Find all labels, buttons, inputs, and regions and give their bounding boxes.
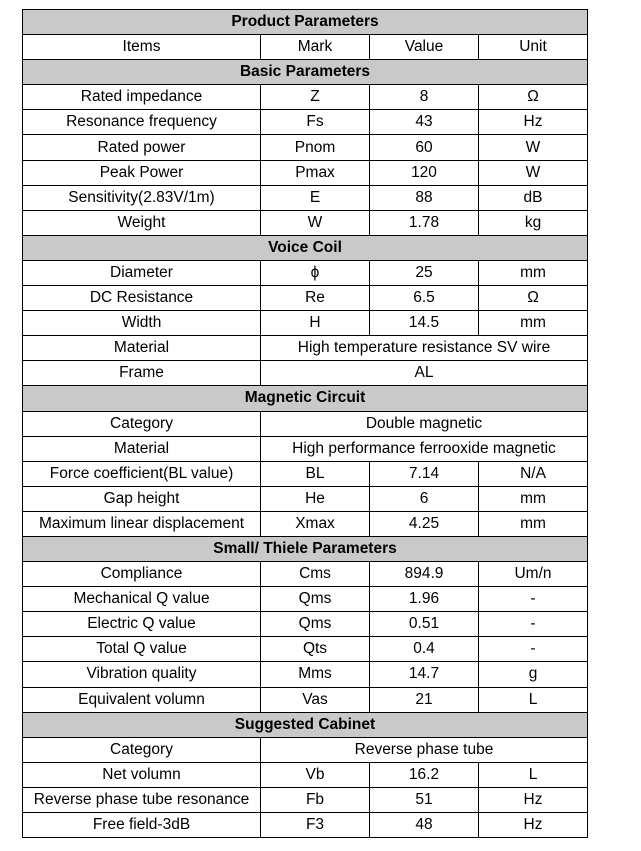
cell-item: Weight bbox=[23, 210, 261, 235]
cell-value: 0.4 bbox=[370, 637, 479, 662]
cell-item: Material bbox=[23, 336, 261, 361]
cell-mark: BL bbox=[261, 461, 370, 486]
cell-unit: - bbox=[479, 612, 588, 637]
table-row bbox=[23, 562, 588, 587]
section-title: Small/ Thiele Parameters bbox=[23, 536, 588, 561]
table-row bbox=[23, 662, 588, 687]
table-row bbox=[23, 486, 588, 511]
table-row bbox=[23, 787, 588, 812]
cell-item: Net volumn bbox=[23, 762, 261, 787]
cell-unit: Ω bbox=[479, 286, 588, 311]
cell-merged-value: Reverse phase tube bbox=[261, 737, 588, 762]
cell-mark: Vas bbox=[261, 687, 370, 712]
cell-mark: Xmax bbox=[261, 511, 370, 536]
cell-unit: W bbox=[479, 135, 588, 160]
cell-merged-value: High temperature resistance SV wire bbox=[261, 336, 588, 361]
table-row bbox=[23, 637, 588, 662]
table-row bbox=[23, 210, 588, 235]
cell-unit: Um/n bbox=[479, 562, 588, 587]
cell-item: Gap height bbox=[23, 486, 261, 511]
cell-unit: L bbox=[479, 687, 588, 712]
header-value: Value bbox=[370, 35, 479, 60]
cell-unit: kg bbox=[479, 210, 588, 235]
cell-value: 0.51 bbox=[370, 612, 479, 637]
table-title: Product Parameters bbox=[23, 10, 588, 35]
cell-unit: dB bbox=[479, 185, 588, 210]
table-row bbox=[23, 411, 588, 436]
table-header-row bbox=[23, 35, 588, 60]
cell-mark: Qms bbox=[261, 612, 370, 637]
table-row bbox=[23, 361, 588, 386]
parameters-table bbox=[22, 9, 588, 838]
cell-item: Rated power bbox=[23, 135, 261, 160]
cell-value: 7.14 bbox=[370, 461, 479, 486]
cell-value: 43 bbox=[370, 110, 479, 135]
table-row bbox=[23, 185, 588, 210]
cell-value: 4.25 bbox=[370, 511, 479, 536]
cell-mark: W bbox=[261, 210, 370, 235]
cell-mark: Re bbox=[261, 286, 370, 311]
cell-value: 120 bbox=[370, 160, 479, 185]
cell-unit: Hz bbox=[479, 787, 588, 812]
cell-mark: Pnom bbox=[261, 135, 370, 160]
cell-item: Vibration quality bbox=[23, 662, 261, 687]
cell-item: Free field-3dB bbox=[23, 813, 261, 838]
table-row bbox=[23, 587, 588, 612]
cell-value: 1.96 bbox=[370, 587, 479, 612]
cell-item: Mechanical Q value bbox=[23, 587, 261, 612]
section-header-magnetic-circuit bbox=[23, 386, 588, 411]
cell-mark: E bbox=[261, 185, 370, 210]
parameters-table-body bbox=[23, 10, 588, 838]
cell-unit: mm bbox=[479, 486, 588, 511]
cell-merged-value: AL bbox=[261, 361, 588, 386]
cell-unit: W bbox=[479, 160, 588, 185]
cell-mark: ϕ bbox=[261, 260, 370, 285]
cell-mark: Fb bbox=[261, 787, 370, 812]
cell-mark: Qts bbox=[261, 637, 370, 662]
cell-unit: mm bbox=[479, 260, 588, 285]
cell-mark: Qms bbox=[261, 587, 370, 612]
cell-item: Maximum linear displacement bbox=[23, 511, 261, 536]
cell-mark: Mms bbox=[261, 662, 370, 687]
table-row bbox=[23, 260, 588, 285]
table-row bbox=[23, 762, 588, 787]
cell-unit: N/A bbox=[479, 461, 588, 486]
table-row bbox=[23, 612, 588, 637]
table-title-row bbox=[23, 10, 588, 35]
cell-value: 16.2 bbox=[370, 762, 479, 787]
cell-item: Peak Power bbox=[23, 160, 261, 185]
table-row bbox=[23, 110, 588, 135]
cell-mark: Fs bbox=[261, 110, 370, 135]
cell-item: Rated impedance bbox=[23, 85, 261, 110]
cell-merged-value: High performance ferrooxide magnetic bbox=[261, 436, 588, 461]
cell-mark: F3 bbox=[261, 813, 370, 838]
cell-value: 48 bbox=[370, 813, 479, 838]
header-items: Items bbox=[23, 35, 261, 60]
cell-mark: Vb bbox=[261, 762, 370, 787]
cell-mark: H bbox=[261, 311, 370, 336]
section-header-suggested-cabinet bbox=[23, 712, 588, 737]
cell-item: Electric Q value bbox=[23, 612, 261, 637]
cell-item: Frame bbox=[23, 361, 261, 386]
header-unit: Unit bbox=[479, 35, 588, 60]
cell-unit: Hz bbox=[479, 110, 588, 135]
cell-merged-value: Double magnetic bbox=[261, 411, 588, 436]
cell-item: Sensitivity(2.83V/1m) bbox=[23, 185, 261, 210]
cell-unit: Ω bbox=[479, 85, 588, 110]
cell-unit: g bbox=[479, 662, 588, 687]
cell-mark: He bbox=[261, 486, 370, 511]
table-row bbox=[23, 160, 588, 185]
section-title: Magnetic Circuit bbox=[23, 386, 588, 411]
table-row bbox=[23, 511, 588, 536]
cell-item: Equivalent volumn bbox=[23, 687, 261, 712]
cell-unit: Hz bbox=[479, 813, 588, 838]
header-mark: Mark bbox=[261, 35, 370, 60]
cell-unit: - bbox=[479, 637, 588, 662]
cell-item: DC Resistance bbox=[23, 286, 261, 311]
cell-item: Category bbox=[23, 411, 261, 436]
cell-item: Diameter bbox=[23, 260, 261, 285]
table-row bbox=[23, 135, 588, 160]
cell-item: Resonance frequency bbox=[23, 110, 261, 135]
cell-unit: L bbox=[479, 762, 588, 787]
cell-mark: Cms bbox=[261, 562, 370, 587]
cell-unit: mm bbox=[479, 311, 588, 336]
cell-value: 1.78 bbox=[370, 210, 479, 235]
cell-item: Force coefficient(BL value) bbox=[23, 461, 261, 486]
cell-value: 60 bbox=[370, 135, 479, 160]
cell-item: Reverse phase tube resonance bbox=[23, 787, 261, 812]
section-title: Suggested Cabinet bbox=[23, 712, 588, 737]
section-title: Basic Parameters bbox=[23, 60, 588, 85]
cell-value: 25 bbox=[370, 260, 479, 285]
cell-value: 6.5 bbox=[370, 286, 479, 311]
table-row bbox=[23, 813, 588, 838]
cell-value: 8 bbox=[370, 85, 479, 110]
table-row bbox=[23, 687, 588, 712]
section-header-voice-coil bbox=[23, 235, 588, 260]
table-row bbox=[23, 336, 588, 361]
cell-value: 88 bbox=[370, 185, 479, 210]
section-header-basic-parameters bbox=[23, 60, 588, 85]
cell-mark: Z bbox=[261, 85, 370, 110]
cell-value: 21 bbox=[370, 687, 479, 712]
cell-item: Total Q value bbox=[23, 637, 261, 662]
cell-unit: - bbox=[479, 587, 588, 612]
cell-value: 14.5 bbox=[370, 311, 479, 336]
cell-value: 14.7 bbox=[370, 662, 479, 687]
cell-value: 894.9 bbox=[370, 562, 479, 587]
cell-item: Compliance bbox=[23, 562, 261, 587]
table-row bbox=[23, 286, 588, 311]
cell-item: Category bbox=[23, 737, 261, 762]
table-row bbox=[23, 737, 588, 762]
cell-item: Material bbox=[23, 436, 261, 461]
section-title: Voice Coil bbox=[23, 235, 588, 260]
cell-mark: Pmax bbox=[261, 160, 370, 185]
cell-unit: mm bbox=[479, 511, 588, 536]
table-row bbox=[23, 436, 588, 461]
table-row bbox=[23, 311, 588, 336]
cell-item: Width bbox=[23, 311, 261, 336]
cell-value: 6 bbox=[370, 486, 479, 511]
table-row bbox=[23, 461, 588, 486]
cell-value: 51 bbox=[370, 787, 479, 812]
table-row bbox=[23, 85, 588, 110]
section-header-small-thiele-parameters bbox=[23, 536, 588, 561]
